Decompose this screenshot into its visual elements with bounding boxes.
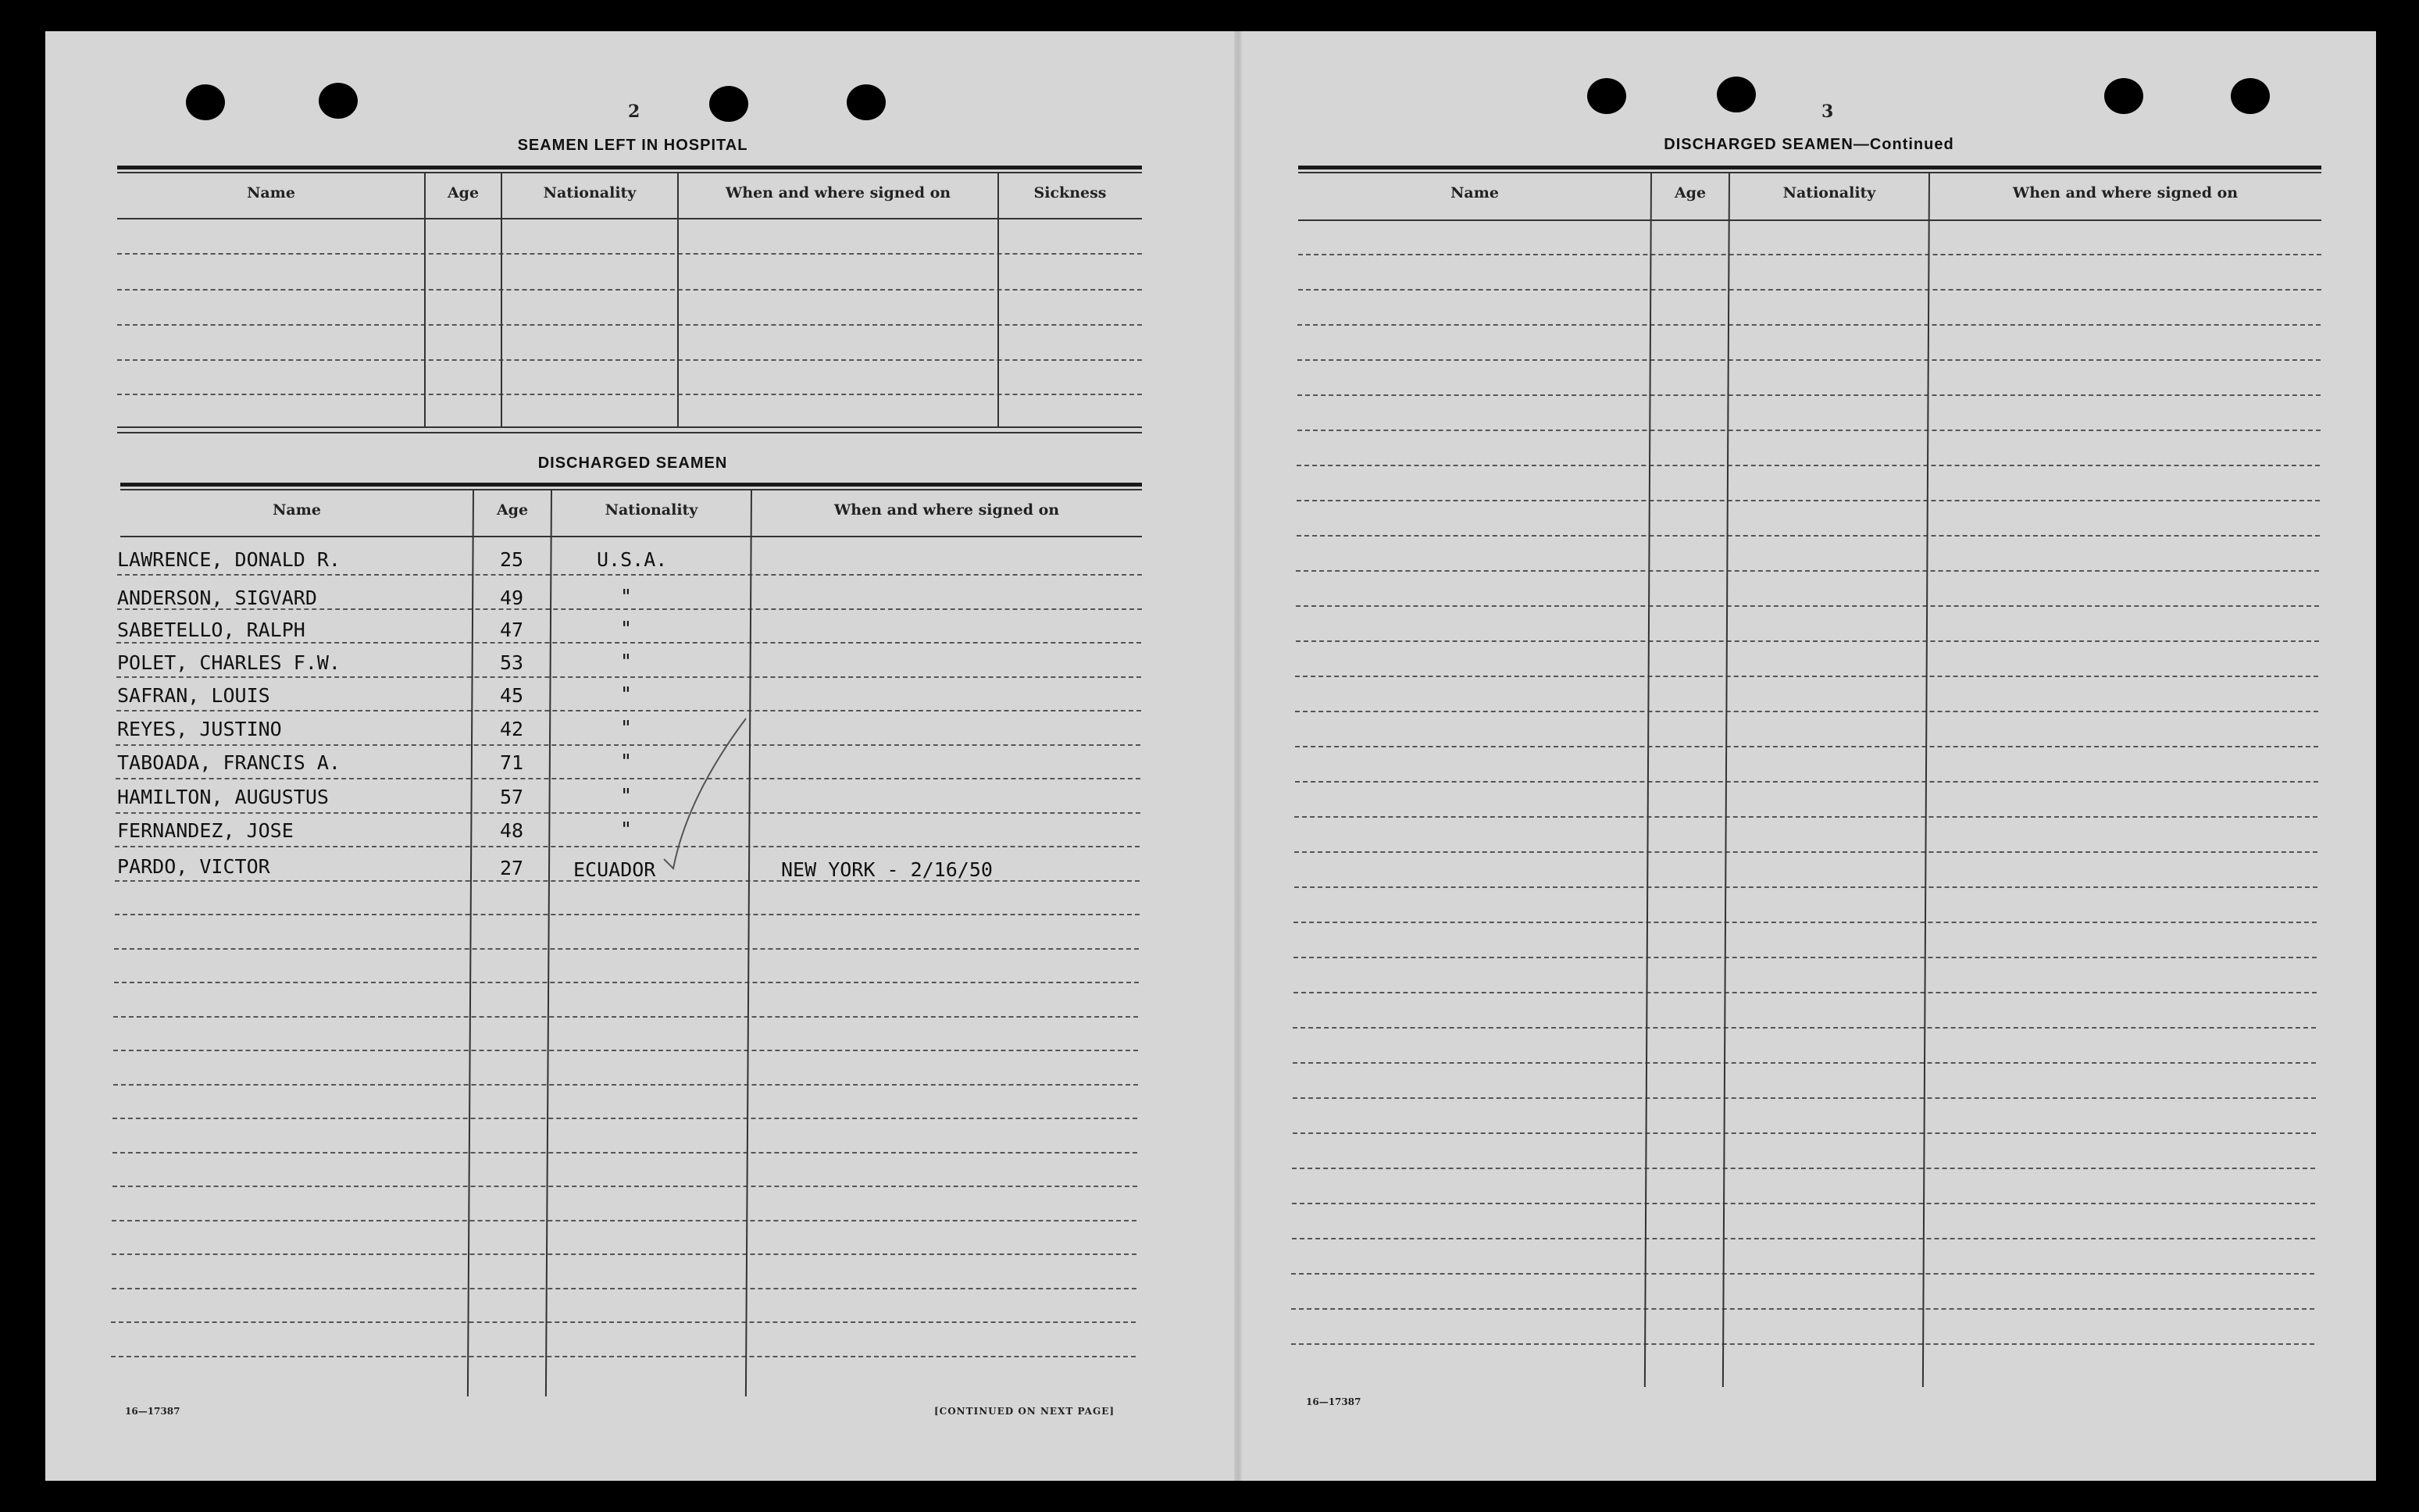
hospital-row-line — [117, 253, 1142, 255]
continued-header-rule — [1298, 219, 2321, 221]
hospital-top-rule — [117, 166, 1142, 169]
ledger-row-line — [1293, 1027, 2316, 1029]
ledger-row-line — [115, 914, 1140, 915]
ledger-row-line — [113, 1050, 1138, 1051]
seaman-name: FERNANDEZ, JOSE — [117, 819, 294, 842]
ledger-row-line — [1296, 605, 2319, 607]
ledger-row-line — [1293, 1062, 2316, 1064]
hospital-bottom-rule — [117, 426, 1142, 428]
ledger-row-line — [1297, 324, 2321, 326]
discharged-continued-title: DISCHARGED SEAMEN—Continued — [1664, 136, 1954, 153]
hospital-col-divider — [424, 173, 426, 428]
seaman-nationality: " — [620, 650, 633, 672]
hospital-col-age: Age — [447, 184, 480, 201]
hospital-row-line — [117, 324, 1142, 326]
ledger-row-line — [1292, 1203, 2315, 1204]
ledger-row-line — [113, 1016, 1138, 1018]
ledger-row-line — [1291, 1273, 2314, 1275]
seaman-name: LAWRENCE, DONALD R. — [117, 548, 341, 571]
ledger-row-line — [112, 1118, 1137, 1119]
ledger-row-line — [1293, 957, 2317, 958]
punch-hole — [2231, 78, 2270, 114]
ledger-row-line — [117, 574, 1142, 576]
ledger-row-line — [113, 1084, 1138, 1086]
seaman-signed-on: NEW YORK - 2/16/50 — [781, 858, 993, 881]
form-number: 16—17387 — [1306, 1396, 1361, 1407]
continued-col-name: Name — [1450, 184, 1499, 201]
ledger-row-line — [1298, 254, 2321, 255]
discharged-section-title: DISCHARGED SEAMEN — [537, 455, 728, 472]
ledger-row-line — [1292, 1168, 2315, 1169]
seaman-name: REYES, JUSTINO — [117, 718, 282, 740]
seaman-nationality: " — [620, 716, 633, 739]
discharged-top-rule — [120, 483, 1142, 487]
discharged-col-nationality: Nationality — [605, 501, 698, 519]
seaman-age: 25 — [500, 548, 524, 571]
seaman-nationality: " — [620, 784, 633, 807]
continued-top-rule — [1298, 166, 2321, 169]
ledger-row-line — [115, 846, 1140, 847]
seaman-nationality: " — [620, 750, 633, 772]
ledger-row-line — [116, 744, 1140, 746]
ledger-row-line — [112, 1186, 1137, 1187]
discharged-top-rule-thin — [120, 489, 1142, 490]
hospital-col-divider — [501, 173, 502, 428]
ledger-row-line — [1291, 1308, 2314, 1310]
ledger-row-line — [1292, 1238, 2315, 1239]
hospital-section-title: SEAMEN LEFT IN HOSPITAL — [517, 137, 748, 154]
punch-hole — [186, 84, 225, 120]
discharged-col-age: Age — [496, 501, 529, 519]
continued-col-nationality: Nationality — [1782, 184, 1876, 201]
ledger-row-line — [1293, 992, 2317, 993]
ledger-row-line — [1296, 640, 2319, 642]
seaman-name: POLET, CHARLES F.W. — [117, 651, 341, 674]
ledger-row-line — [1295, 781, 2318, 783]
ledger-row-line — [116, 676, 1141, 678]
continued-note: [CONTINUED ON NEXT PAGE] — [934, 1406, 1115, 1417]
continued-col-age: Age — [1674, 184, 1707, 201]
ledger-row-line — [1297, 535, 2320, 537]
ledger-row-line — [116, 812, 1140, 814]
ledger-row-line — [1297, 394, 2321, 396]
seaman-name: SABETELLO, RALPH — [117, 619, 305, 641]
seaman-nationality: " — [620, 585, 633, 608]
ledger-row-line — [1295, 711, 2318, 712]
page-number: 3 — [1821, 102, 1834, 122]
ledger-row-line — [116, 642, 1141, 644]
hospital-header-rule — [117, 218, 1142, 219]
seaman-nationality: U.S.A. — [597, 548, 668, 571]
seaman-age: 47 — [500, 619, 524, 641]
seaman-name: HAMILTON, AUGUSTUS — [117, 786, 329, 808]
document-sheet — [45, 31, 2376, 1481]
discharged-col-signed-on: When and where signed on — [833, 501, 1060, 519]
seaman-nationality: " — [620, 683, 633, 705]
seaman-nationality: ECUADOR — [573, 858, 656, 881]
ledger-row-line — [1297, 359, 2321, 361]
ledger-row-line — [1294, 886, 2317, 888]
seaman-age: 53 — [500, 651, 524, 674]
ledger-row-line — [1298, 289, 2321, 291]
ledger-row-line — [1294, 816, 2317, 818]
page-number: 2 — [628, 102, 640, 122]
punch-hole — [1587, 78, 1626, 114]
hospital-col-nationality: Nationality — [543, 184, 637, 201]
ledger-row-line — [1297, 500, 2320, 501]
seaman-age: 49 — [500, 587, 524, 609]
punch-hole — [1717, 77, 1756, 112]
ledger-row-line — [116, 778, 1140, 779]
discharged-header-rule — [120, 536, 1142, 537]
seaman-age: 45 — [500, 684, 524, 707]
ledger-row-line — [1291, 1343, 2314, 1345]
continued-col-signed-on: When and where signed on — [2012, 184, 2239, 201]
ledger-row-line — [1295, 746, 2318, 747]
seaman-age: 27 — [500, 857, 524, 879]
seaman-name: TABOADA, FRANCIS A. — [117, 751, 341, 774]
ledger-row-line — [1293, 1132, 2316, 1134]
seaman-name: SAFRAN, LOUIS — [117, 684, 270, 707]
page-fold — [1234, 31, 1242, 1481]
ledger-row-line — [111, 1356, 1136, 1357]
seaman-age: 48 — [500, 819, 524, 842]
ledger-row-line — [1295, 676, 2318, 677]
hospital-bottom-rule — [117, 432, 1142, 433]
seaman-age: 71 — [500, 751, 524, 774]
pencil-check-mark — [656, 703, 750, 875]
hospital-col-divider — [677, 173, 679, 428]
hospital-top-rule-thin — [117, 172, 1142, 173]
ledger-row-line — [114, 948, 1139, 950]
ledger-row-line — [112, 1288, 1136, 1289]
ledger-row-line — [116, 710, 1141, 711]
hospital-row-line — [117, 359, 1142, 361]
punch-hole — [319, 83, 358, 119]
punch-hole — [847, 84, 886, 120]
ledger-row-line — [1297, 430, 2321, 431]
seaman-nationality: " — [620, 617, 633, 640]
ledger-row-line — [112, 1253, 1136, 1255]
continued-top-rule-thin — [1298, 172, 2321, 173]
hospital-col-sickness: Sickness — [1033, 184, 1107, 201]
ledger-row-line — [111, 1321, 1136, 1323]
ledger-row-line — [1297, 465, 2320, 466]
ledger-row-line — [1293, 1097, 2316, 1099]
ledger-row-line — [112, 1220, 1136, 1221]
hospital-row-line — [117, 394, 1142, 395]
seaman-age: 42 — [500, 718, 524, 740]
punch-hole — [2104, 78, 2143, 114]
seaman-name: PARDO, VICTOR — [117, 855, 270, 878]
ledger-row-line — [1294, 851, 2317, 853]
ledger-row-line — [1296, 570, 2319, 572]
ledger-row-line — [1293, 922, 2317, 923]
ledger-row-line — [112, 1152, 1137, 1154]
seaman-name: ANDERSON, SIGVARD — [117, 587, 317, 609]
ledger-row-line — [114, 982, 1139, 983]
hospital-col-signed-on: When and where signed on — [725, 184, 951, 201]
hospital-col-name: Name — [247, 184, 295, 201]
seaman-nationality: " — [620, 818, 633, 840]
punch-hole — [709, 86, 748, 122]
hospital-row-line — [117, 289, 1142, 291]
hospital-col-divider — [997, 173, 999, 428]
discharged-col-name: Name — [273, 501, 321, 519]
seaman-age: 57 — [500, 786, 524, 808]
form-number: 16—17387 — [125, 1406, 180, 1417]
